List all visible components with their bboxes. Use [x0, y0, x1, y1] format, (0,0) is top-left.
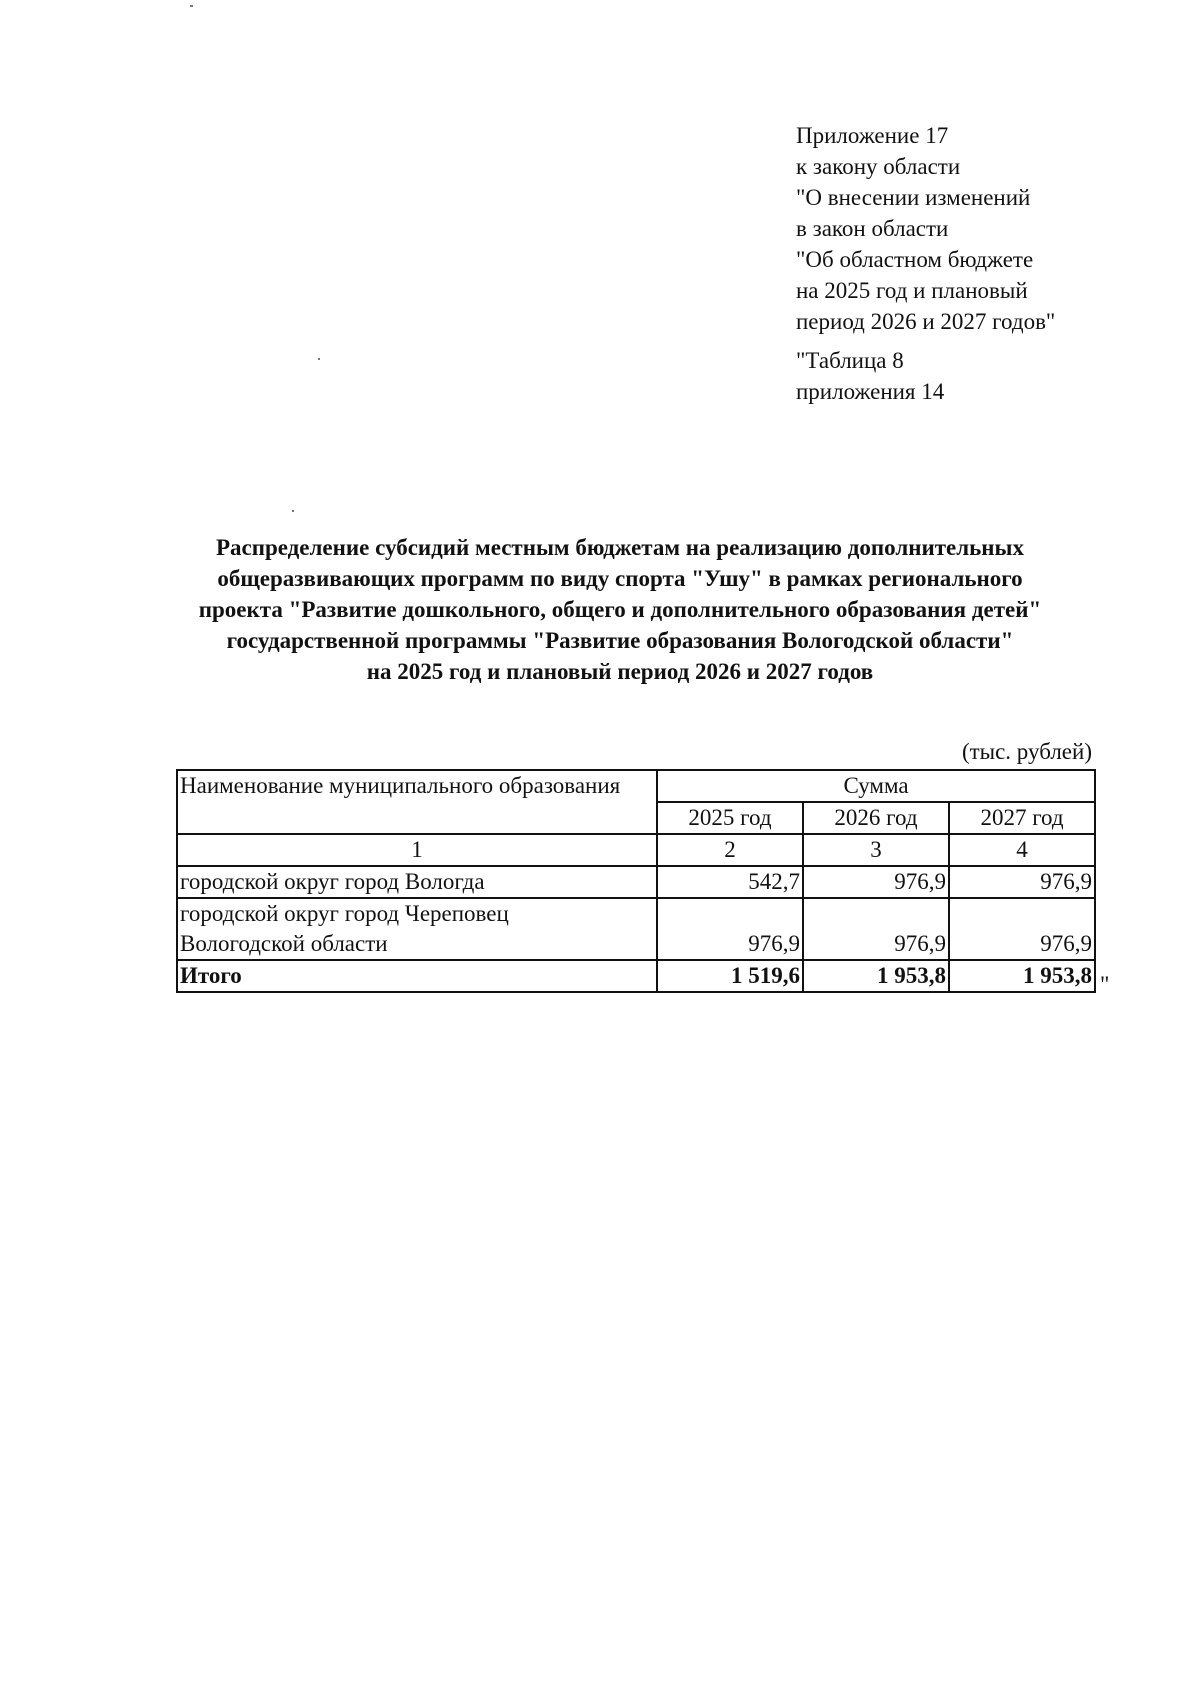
municipality-name-line: Вологодской области	[180, 931, 388, 956]
scan-speck	[318, 358, 320, 360]
title-line: государственной программы "Развитие образования Вологодской области"	[226, 628, 1014, 653]
total-amount: 1 519,6	[657, 960, 803, 992]
column-number: 4	[949, 834, 1095, 866]
column-number: 1	[177, 834, 657, 866]
header-year: 2025 год	[657, 802, 803, 834]
distribution-table	[176, 769, 1096, 993]
table-reference-line: "Таблица 8	[796, 348, 904, 373]
title-line: проекта "Развитие дошкольного, общего и дополнительного образования детей"	[198, 597, 1042, 622]
appendix-line: к закону области	[796, 154, 961, 179]
total-label: Итого	[177, 960, 657, 992]
title-line: на 2025 год и плановый период 2026 и 2027 годов	[366, 659, 874, 684]
header-year: 2027 год	[949, 802, 1095, 834]
amount-cell: 542,7	[657, 866, 803, 898]
total-row	[177, 960, 1095, 992]
table-numbering-row	[177, 834, 1095, 866]
column-number: 3	[803, 834, 949, 866]
table-row	[177, 866, 1095, 898]
appendix-line: в закон области	[796, 216, 949, 241]
closing-quote: "	[1100, 972, 1110, 997]
title-line: Распределение субсидий местным бюджетам на реализацию дополнительных	[215, 535, 1025, 560]
amount-cell: 976,9	[803, 866, 949, 898]
document-title	[150, 532, 1090, 687]
municipality-name: городской округ город Вологда	[177, 866, 657, 898]
header-municipality: Наименование муниципального образования	[177, 770, 657, 834]
table-reference-line: приложения 14	[796, 379, 945, 404]
appendix-line: период 2026 и 2027 годов"	[796, 309, 1056, 334]
column-number: 2	[657, 834, 803, 866]
appendix-line: на 2025 год и плановый	[796, 278, 1028, 303]
header-sum: Сумма	[657, 770, 1095, 802]
header-year: 2026 год	[803, 802, 949, 834]
amount-cell: 976,9	[949, 866, 1095, 898]
appendix-line: "О внесении изменений	[796, 185, 1031, 210]
appendix-block	[796, 120, 1055, 407]
scan-speck	[190, 5, 193, 7]
total-amount: 1 953,8	[803, 960, 949, 992]
amount-cell: 976,9	[803, 898, 949, 960]
appendix-line: "Об областном бюджете	[796, 247, 1034, 272]
amount-cell: 976,9	[657, 898, 803, 960]
municipality-name-line: городской округ город Череповец	[180, 901, 509, 926]
appendix-line: Приложение 17	[796, 123, 949, 148]
table-row	[177, 898, 1095, 960]
units-label: (тыс. рублей)	[961, 739, 1092, 764]
amount-cell: 976,9	[949, 898, 1095, 960]
table-header-row	[177, 770, 1095, 802]
scan-speck	[292, 510, 294, 512]
total-amount: 1 953,8	[949, 960, 1095, 992]
municipality-name	[177, 898, 657, 960]
title-line: общеразвивающих программ по виду спорта "Ушу" в рамках регионального	[217, 566, 1023, 591]
